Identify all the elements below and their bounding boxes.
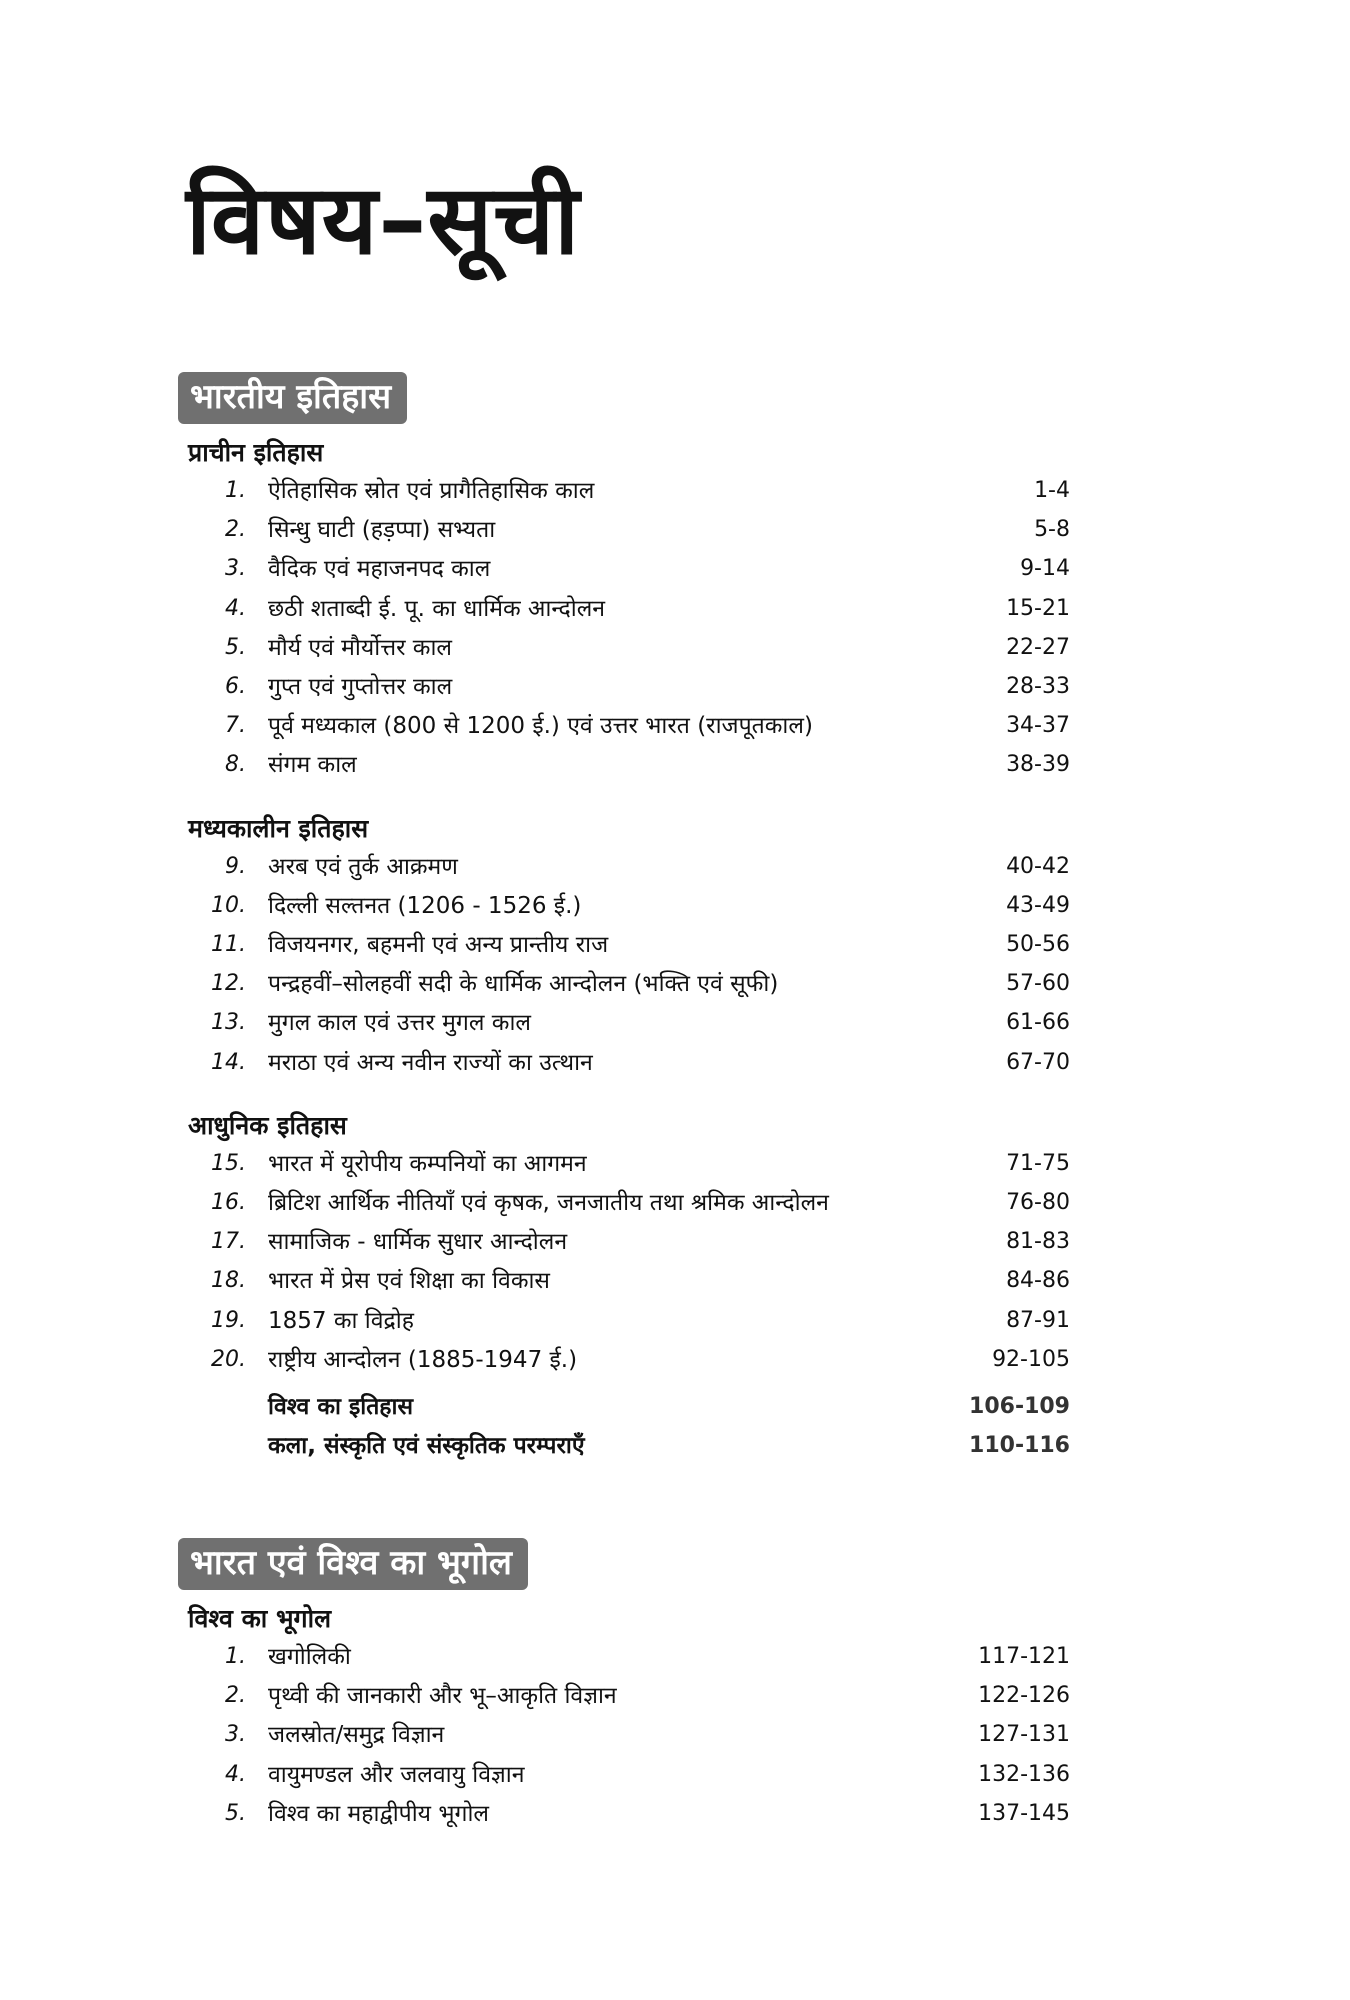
entry-pages: 43-49 [1006, 892, 1070, 918]
toc-entry [200, 1341, 1070, 1379]
entry-number: 1. [225, 478, 246, 503]
toc-entry [200, 848, 1070, 886]
entry-number: 2. [225, 517, 246, 543]
entry-title: सामाजिक - धार्मिक सुधार आन्दोलन [268, 1229, 568, 1256]
entry-number: 1. [225, 1644, 246, 1669]
entry-pages: 1-4 [1034, 478, 1070, 503]
toc-entry [200, 668, 1070, 706]
entry-title: विश्व का महाद्वीपीय भूगोल [268, 1800, 489, 1827]
entry-number: 15. [211, 1150, 246, 1176]
entry-title: विजयनगर, बहमनी एवं अन्य प्रान्तीय राज [268, 932, 609, 958]
toc-entry [200, 707, 1070, 745]
entry-title: वैदिक एवं महाजनपद काल [268, 556, 491, 583]
subsection-heading: विश्व का भूगोल [188, 1604, 332, 1633]
entry-pages: 81-83 [1006, 1229, 1070, 1255]
entry-title: छठी शताब्दी ई. पू. का धार्मिक आन्दोलन [268, 595, 606, 622]
toc-entry [200, 511, 1070, 549]
entry-pages: 71-75 [1006, 1150, 1070, 1176]
toc-entry [200, 926, 1070, 964]
entry-pages: 132-136 [978, 1761, 1070, 1787]
toc-entry [200, 1145, 1070, 1183]
entry-title: भारत में प्रेस एवं शिक्षा का विकास [268, 1268, 550, 1295]
entry-pages: 38-39 [1006, 752, 1070, 778]
toc-extra-entry [200, 1388, 1070, 1426]
toc-entry [200, 1184, 1070, 1222]
entry-pages: 61-66 [1006, 1010, 1070, 1036]
entry-title: विश्व का इतिहास [268, 1394, 414, 1420]
entry-pages: 106-109 [969, 1394, 1070, 1419]
entry-number: 3. [225, 1722, 246, 1748]
subsection-heading: आधुनिक इतिहास [188, 1110, 347, 1140]
entry-title: मौर्य एवं मौर्योत्तर काल [268, 634, 453, 661]
toc-entry [200, 1004, 1070, 1042]
entry-title: कला, संस्कृति एवं संस्कृतिक परम्पराएँ [268, 1433, 585, 1460]
subsection-heading: प्राचीन इतिहास [188, 438, 324, 467]
toc-entry [200, 1223, 1070, 1261]
entry-number: 3. [225, 556, 246, 582]
entry-pages: 57-60 [1006, 971, 1070, 997]
entry-title: जलस्रोत/समुद्र विज्ञान [268, 1722, 445, 1749]
entry-pages: 84-86 [1006, 1268, 1070, 1294]
toc-entry [200, 1795, 1070, 1833]
entry-number: 8. [225, 752, 246, 778]
entry-title: गुप्त एवं गुप्तोत्तर काल [268, 674, 453, 700]
entry-pages: 110-116 [969, 1433, 1070, 1459]
entry-number: 5. [225, 1800, 246, 1826]
entry-number: 16. [211, 1190, 246, 1215]
entry-title: भारत में यूरोपीय कम्पनियों का आगमन [268, 1150, 587, 1177]
entry-title: मुगल काल एवं उत्तर मुगल काल [268, 1010, 531, 1037]
entry-title: पूर्व मध्यकाल (800 से 1200 ई.) एवं उत्तर भारत (राजपूतकाल) [268, 713, 813, 740]
entry-pages: 117-121 [978, 1644, 1070, 1669]
entry-pages: 40-42 [1006, 853, 1070, 879]
entry-pages: 5-8 [1034, 517, 1070, 543]
entry-number: 10. [211, 892, 246, 918]
entry-title: पृथ्वी की जानकारी और भू–आकृति विज्ञान [268, 1683, 617, 1710]
entry-number: 4. [225, 1761, 246, 1787]
toc-entry [200, 550, 1070, 588]
entry-number: 4. [225, 595, 246, 621]
toc-entry [200, 1677, 1070, 1715]
entry-pages: 87-91 [1006, 1307, 1070, 1333]
toc-entry [200, 1638, 1070, 1676]
toc-entry [200, 1044, 1070, 1082]
toc-entry [200, 472, 1070, 510]
entry-pages: 50-56 [1006, 932, 1070, 957]
entry-pages: 22-27 [1006, 634, 1070, 660]
entry-number: 9. [225, 853, 246, 879]
entry-pages: 127-131 [978, 1722, 1070, 1748]
toc-entry [200, 965, 1070, 1003]
entry-title: ऐतिहासिक स्रोत एवं प्रागैतिहासिक काल [268, 478, 595, 504]
toc-entry [200, 746, 1070, 784]
entry-number: 14. [211, 1049, 246, 1075]
entry-number: 5. [225, 634, 246, 660]
entry-number: 2. [225, 1683, 246, 1709]
entry-number: 13. [211, 1010, 246, 1036]
entry-pages: 34-37 [1006, 713, 1070, 739]
entry-pages: 92-105 [992, 1346, 1070, 1372]
entry-title: खगोलिकी [268, 1644, 351, 1670]
toc-entry [200, 1716, 1070, 1754]
entry-title: 1857 का विद्रोह [268, 1307, 414, 1334]
entry-title: सिन्धु घाटी (हड़प्पा) सभ्यता [268, 517, 496, 544]
entry-number: 6. [225, 674, 246, 699]
toc-entry [200, 629, 1070, 667]
entry-pages: 28-33 [1006, 674, 1070, 699]
entry-number: 18. [211, 1268, 246, 1294]
toc-extra-entry [200, 1427, 1070, 1465]
entry-title: दिल्ली सल्तनत (1206 - 1526 ई.) [268, 892, 582, 919]
toc-entry [200, 1262, 1070, 1300]
toc-entry [200, 1302, 1070, 1340]
entry-number: 12. [211, 971, 246, 997]
entry-title: ब्रिटिश आर्थिक नीतियाँ एवं कृषक, जनजातीय तथा श्रमिक आन्दोलन [268, 1190, 829, 1216]
subsection-heading: मध्यकालीन इतिहास [188, 813, 369, 843]
part-banner: भारतीय इतिहास [178, 372, 407, 424]
entry-title: राष्ट्रीय आन्दोलन (1885-1947 ई.) [268, 1346, 578, 1373]
entry-title: मराठा एवं अन्य नवीन राज्यों का उत्थान [268, 1049, 593, 1076]
entry-pages: 76-80 [1006, 1190, 1070, 1215]
entry-number: 17. [211, 1229, 246, 1255]
entry-pages: 15-21 [1006, 595, 1070, 621]
entry-title: संगम काल [268, 752, 357, 779]
entry-title: अरब एवं तुर्क आक्रमण [268, 853, 458, 880]
toc-entry [200, 887, 1070, 925]
toc-entry [200, 1756, 1070, 1794]
entry-pages: 9-14 [1020, 556, 1070, 582]
entry-number: 7. [225, 713, 246, 739]
entry-title: वायुमण्डल और जलवायु विज्ञान [268, 1761, 525, 1788]
part-banner: भारत एवं विश्व का भूगोल [178, 1538, 528, 1590]
toc-entry [200, 590, 1070, 628]
entry-title: पन्द्रहवीं–सोलहवीं सदी के धार्मिक आन्दोलन (भक्ति एवं सूफी) [268, 971, 779, 998]
entry-pages: 67-70 [1006, 1049, 1070, 1075]
entry-pages: 122-126 [978, 1683, 1070, 1709]
page-title: विषय–सूची [186, 164, 581, 276]
entry-number: 19. [211, 1307, 246, 1333]
entry-pages: 137-145 [978, 1800, 1070, 1826]
entry-number: 20. [211, 1346, 246, 1372]
entry-number: 11. [211, 932, 246, 957]
